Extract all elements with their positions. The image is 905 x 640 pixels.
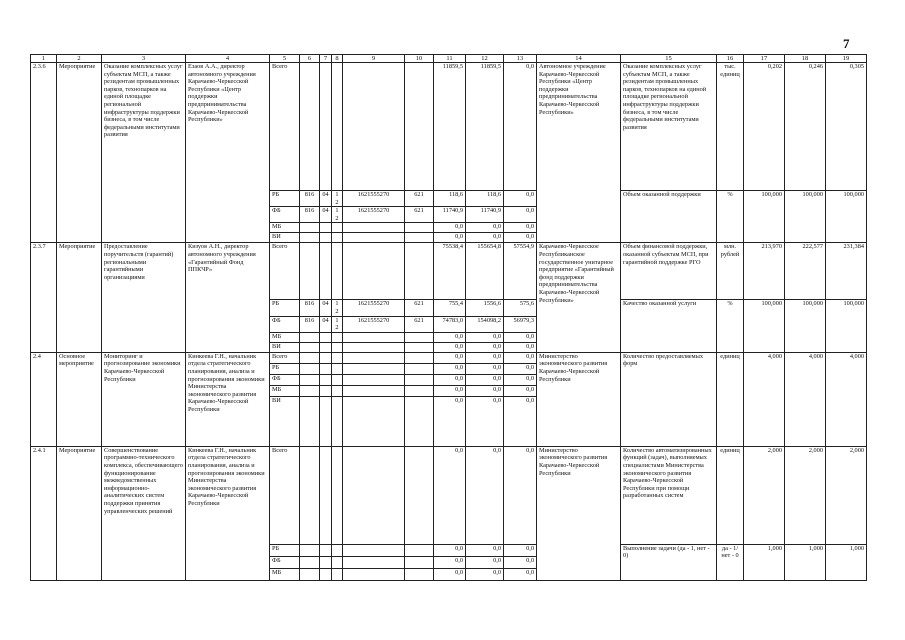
vr-code: [405, 385, 434, 396]
amount-year-2: 0,0: [466, 446, 504, 544]
amount-year-1: 118,6: [434, 191, 466, 207]
grbs-code: [300, 63, 320, 191]
indicator-name: Оказание комплексных услуг субъектам МСП, а также резидентам промышленных парков, технопарков на единой площадке региональной инфраструктуры поддержки бизнеса, в том числе федеральными институтами развития: [621, 63, 717, 191]
item-name: Предоставление поручительств (гарантий) региональными гарантийными организациями: [102, 243, 186, 352]
amount-year-2: 0,0: [466, 363, 504, 374]
header-col-18: 18: [785, 55, 826, 63]
funding-source: МБ: [270, 568, 300, 580]
header-col-8: 8: [332, 55, 343, 63]
item-type: Мероприятие: [57, 446, 102, 580]
amount-year-3: 0,0: [504, 568, 537, 580]
amount-year-3: 57554,9: [504, 243, 537, 300]
indicator-name: Качество оказанной услуги: [621, 300, 717, 352]
grbs-code: [300, 446, 320, 544]
item-executor: Кинкеева Г.Н., начальник отдела стратегического планирования, анализа и прогнозирования экономики Министерства экономического развития Карачаево-Черкесской Республики: [186, 352, 270, 446]
amount-year-2: 0,0: [466, 352, 504, 363]
rz-code: [320, 243, 332, 300]
amount-year-2: 0,0: [466, 544, 504, 556]
vr-code: [405, 446, 434, 544]
indicator-value-1: 0,202: [744, 63, 785, 191]
vr-code: [405, 568, 434, 580]
amount-year-2: 0,0: [466, 556, 504, 568]
csr-code: [343, 243, 405, 300]
rz-code: 04: [320, 316, 332, 332]
grbs-code: [300, 556, 320, 568]
amount-year-3: 0,0: [504, 342, 537, 352]
funding-source: Всего: [270, 243, 300, 300]
header-col-9: 9: [343, 55, 405, 63]
rz-code: [320, 332, 332, 342]
funding-source: МБ: [270, 332, 300, 342]
indicator-value-3: 231,384: [826, 243, 867, 300]
rz-code: [320, 556, 332, 568]
grbs-code: 816: [300, 191, 320, 207]
recipient: Министерство экономического развития Карачаево-Черкесской Республики: [537, 352, 621, 446]
funding-source: Всего: [270, 352, 300, 363]
vr-code: [405, 352, 434, 363]
vr-code: 621: [405, 316, 434, 332]
table-row: [31, 243, 867, 300]
amount-year-3: 0,0: [504, 332, 537, 342]
header-col-10: 10: [405, 55, 434, 63]
indicator-value-2: 100,000: [785, 300, 826, 352]
amount-year-2: 154098,2: [466, 316, 504, 332]
header-col-3: 3: [102, 55, 186, 63]
amount-year-1: 0,0: [434, 352, 466, 363]
header-col-1: 1: [31, 55, 57, 63]
indicator-unit: %: [717, 300, 744, 352]
csr-code: [343, 233, 405, 243]
indicator-name: Объем финансовой поддержки, оказанной субъектам МСП, при гарантийной поддержке РГО: [621, 243, 717, 300]
recipient: Министерство экономического развития Карачаево-Черкесской Республики: [537, 446, 621, 580]
item-number: 2.3.7: [31, 243, 57, 352]
vr-code: 621: [405, 191, 434, 207]
vr-code: 621: [405, 207, 434, 223]
item-executor: Кизуов А.Н., директор автономного учреждения «Гарантийный Фонд ППКЧР»: [186, 243, 270, 352]
amount-year-3: 0,0: [504, 446, 537, 544]
funding-source: Всего: [270, 63, 300, 191]
indicator-name: Количество автоматизированных функций (задач), выполняемых специалистами Министерства экономического развития Карачаево-Черкесской Республики при помощи разработанных систем: [621, 446, 717, 544]
indicator-name: Объем оказанной поддержки: [621, 191, 717, 243]
vr-code: [405, 396, 434, 446]
vr-code: [405, 332, 434, 342]
amount-year-2: 0,0: [466, 568, 504, 580]
rz-code: [320, 446, 332, 544]
rz-code: [320, 374, 332, 385]
rz-code: [320, 568, 332, 580]
header-col-5: 5: [270, 55, 300, 63]
rz-code: 04: [320, 300, 332, 316]
funding-source: Всего: [270, 446, 300, 544]
vr-code: [405, 223, 434, 233]
item-name: Мониторинг и прогнозирование экономики Карачаево-Черкесской Республики: [102, 352, 186, 446]
funding-source: РБ: [270, 300, 300, 316]
amount-year-1: 0,0: [434, 374, 466, 385]
rz-code: [320, 233, 332, 243]
amount-year-3: 0,0: [504, 63, 537, 191]
indicator-value-2: 1,000: [785, 544, 826, 580]
grbs-code: 816: [300, 300, 320, 316]
grbs-code: [300, 342, 320, 352]
funding-source: ФБ: [270, 374, 300, 385]
indicator-value-2: 4,000: [785, 352, 826, 446]
indicator-unit: тыс. единиц: [717, 63, 744, 191]
pr-code: [332, 556, 343, 568]
pr-code: [332, 385, 343, 396]
item-executor: Кинкеева Г.Н., начальник отдела стратегического планирования, анализа и прогнозирования экономики Министерства экономического развития Карачаево-Черкесской Республики: [186, 446, 270, 580]
amount-year-3: 0,0: [504, 233, 537, 243]
grbs-code: [300, 352, 320, 363]
amount-year-1: 11740,9: [434, 207, 466, 223]
header-col-2: 2: [57, 55, 102, 63]
funding-source: ФБ: [270, 316, 300, 332]
vr-code: [405, 243, 434, 300]
rz-code: [320, 342, 332, 352]
funding-source: РБ: [270, 544, 300, 556]
csr-code: 1621555270: [343, 300, 405, 316]
vr-code: [405, 544, 434, 556]
table-row: [31, 63, 867, 191]
indicator-value-3: 4,000: [826, 352, 867, 446]
amount-year-2: 11740,9: [466, 207, 504, 223]
amount-year-1: 0,0: [434, 446, 466, 544]
recipient: Карачаево-Черкесское Республиканское государственное унитарное предприятие «Гарантийный фонд поддержки предпринимательства Карачаево-Черкесской Республики»: [537, 243, 621, 352]
indicator-value-1: 1,000: [744, 544, 785, 580]
header-col-12: 12: [466, 55, 504, 63]
rz-code: [320, 63, 332, 191]
csr-code: 1621555270: [343, 316, 405, 332]
rz-code: [320, 385, 332, 396]
csr-code: [343, 446, 405, 544]
funding-source: МБ: [270, 385, 300, 396]
amount-year-1: 0,0: [434, 342, 466, 352]
indicator-value-2: 0,246: [785, 63, 826, 191]
pr-code: [332, 332, 343, 342]
amount-year-3: 0,0: [504, 363, 537, 374]
vr-code: [405, 233, 434, 243]
amount-year-3: 0,0: [504, 374, 537, 385]
csr-code: [343, 332, 405, 342]
pr-code: [332, 396, 343, 446]
funding-source: ВИ: [270, 342, 300, 352]
pr-code: [332, 446, 343, 544]
indicator-value-1: 100,000: [744, 300, 785, 352]
funding-source: ВИ: [270, 396, 300, 446]
item-type: Основное мероприятие: [57, 352, 102, 446]
program-table: [30, 54, 867, 581]
indicator-unit: да - 1/ нет - 0: [717, 544, 744, 580]
amount-year-2: 155654,8: [466, 243, 504, 300]
item-number: 2.4: [31, 352, 57, 446]
csr-code: 1621555270: [343, 191, 405, 207]
amount-year-3: 575,6: [504, 300, 537, 316]
amount-year-3: 0,0: [504, 207, 537, 223]
amount-year-2: 0,0: [466, 374, 504, 385]
header-col-7: 7: [320, 55, 332, 63]
pr-code: [332, 544, 343, 556]
amount-year-1: 75538,4: [434, 243, 466, 300]
grbs-code: [300, 332, 320, 342]
grbs-code: [300, 363, 320, 374]
funding-source: РБ: [270, 363, 300, 374]
pr-code: [332, 568, 343, 580]
funding-source: ВИ: [270, 233, 300, 243]
indicator-value-2: 2,000: [785, 446, 826, 544]
item-name: Совершенствование программно-технического комплекса, обеспечивающего функционирование межведомственных информационно-аналитических систем поддержки принятия управленческих решений: [102, 446, 186, 580]
grbs-code: [300, 374, 320, 385]
item-number: 2.4.1: [31, 446, 57, 580]
amount-year-1: 0,0: [434, 385, 466, 396]
recipient: Автономное учреждение Карачаево-Черкесской Республики «Центр поддержки предпринимательства Карачаево-Черкесской Республики»: [537, 63, 621, 243]
indicator-value-3: 1,000: [826, 544, 867, 580]
amount-year-1: 0,0: [434, 332, 466, 342]
amount-year-3: 0,0: [504, 544, 537, 556]
amount-year-1: 0,0: [434, 556, 466, 568]
indicator-value-2: 100,000: [785, 191, 826, 243]
pr-code: 12: [332, 207, 343, 223]
indicator-unit: млн. рублей: [717, 243, 744, 300]
indicator-value-1: 4,000: [744, 352, 785, 446]
amount-year-2: 0,0: [466, 223, 504, 233]
pr-code: [332, 243, 343, 300]
grbs-code: 816: [300, 316, 320, 332]
amount-year-3: 0,0: [504, 556, 537, 568]
header-col-19: 19: [826, 55, 867, 63]
vr-code: [405, 556, 434, 568]
csr-code: [343, 63, 405, 191]
item-type: Мероприятие: [57, 243, 102, 352]
pr-code: [332, 363, 343, 374]
amount-year-2: 0,0: [466, 385, 504, 396]
pr-code: 12: [332, 191, 343, 207]
csr-code: [343, 374, 405, 385]
header-col-6: 6: [300, 55, 320, 63]
csr-code: [343, 352, 405, 363]
amount-year-1: 0,0: [434, 223, 466, 233]
amount-year-1: 755,4: [434, 300, 466, 316]
csr-code: [343, 363, 405, 374]
grbs-code: [300, 568, 320, 580]
indicator-unit: %: [717, 191, 744, 243]
indicator-unit: единиц: [717, 446, 744, 544]
indicator-value-2: 222,577: [785, 243, 826, 300]
page-number: 7: [843, 36, 850, 51]
pr-code: [332, 63, 343, 191]
amount-year-1: 11859,5: [434, 63, 466, 191]
header-col-13: 13: [504, 55, 537, 63]
header-col-17: 17: [744, 55, 785, 63]
item-number: 2.3.6: [31, 63, 57, 243]
amount-year-1: 0,0: [434, 396, 466, 446]
pr-code: [332, 374, 343, 385]
rz-code: [320, 352, 332, 363]
amount-year-2: 1556,6: [466, 300, 504, 316]
csr-code: [343, 556, 405, 568]
csr-code: [343, 342, 405, 352]
item-type: Мероприятие: [57, 63, 102, 243]
amount-year-3: 0,0: [504, 396, 537, 446]
indicator-name: Количество предоставляемых форм: [621, 352, 717, 446]
amount-year-3: 0,0: [504, 385, 537, 396]
amount-year-2: 0,0: [466, 332, 504, 342]
amount-year-2: 0,0: [466, 342, 504, 352]
header-col-11: 11: [434, 55, 466, 63]
pr-code: 12: [332, 316, 343, 332]
grbs-code: [300, 385, 320, 396]
pr-code: [332, 223, 343, 233]
funding-source: ФБ: [270, 556, 300, 568]
indicator-value-1: 213,970: [744, 243, 785, 300]
table-row: [31, 352, 867, 363]
indicator-value-3: 2,000: [826, 446, 867, 544]
csr-code: [343, 385, 405, 396]
rz-code: [320, 396, 332, 446]
rz-code: [320, 544, 332, 556]
amount-year-1: 0,0: [434, 233, 466, 243]
pr-code: [332, 352, 343, 363]
amount-year-2: 11859,5: [466, 63, 504, 191]
amount-year-1: 0,0: [434, 568, 466, 580]
amount-year-1: 74783,0: [434, 316, 466, 332]
table-row: [31, 446, 867, 544]
amount-year-1: 0,0: [434, 544, 466, 556]
rz-code: [320, 363, 332, 374]
grbs-code: 816: [300, 207, 320, 223]
grbs-code: [300, 223, 320, 233]
rz-code: 04: [320, 191, 332, 207]
item-executor: Езаов А.А., директор автономного учреждения Карачаево-Черкесской Республики «Центр поддержки предпринимательства Карачаево-Черкесской Республики»: [186, 63, 270, 243]
grbs-code: [300, 243, 320, 300]
grbs-code: [300, 544, 320, 556]
amount-year-2: 0,0: [466, 396, 504, 446]
header-col-16: 16: [717, 55, 744, 63]
indicator-unit: единиц: [717, 352, 744, 446]
csr-code: [343, 396, 405, 446]
amount-year-2: 118,6: [466, 191, 504, 207]
indicator-value-3: 0,305: [826, 63, 867, 191]
pr-code: 12: [332, 300, 343, 316]
header-col-4: 4: [186, 55, 270, 63]
grbs-code: [300, 233, 320, 243]
funding-source: МБ: [270, 223, 300, 233]
header-col-14: 14: [537, 55, 621, 63]
rz-code: 04: [320, 207, 332, 223]
rz-code: [320, 223, 332, 233]
vr-code: 621: [405, 300, 434, 316]
vr-code: [405, 63, 434, 191]
indicator-value-1: 100,000: [744, 191, 785, 243]
funding-source: ФБ: [270, 207, 300, 223]
pr-code: [332, 342, 343, 352]
header-col-15: 15: [621, 55, 717, 63]
amount-year-3: 0,0: [504, 223, 537, 233]
vr-code: [405, 363, 434, 374]
amount-year-3: 56979,3: [504, 316, 537, 332]
pr-code: [332, 233, 343, 243]
indicator-value-3: 100,000: [826, 191, 867, 243]
amount-year-1: 0,0: [434, 363, 466, 374]
grbs-code: [300, 396, 320, 446]
item-name: Оказание комплексных услуг субъектам МСП, а также резидентам промышленных парков, технопарков на единой площадке региональной инфраструктуры поддержки бизнеса, в том числе федеральными институтами развития: [102, 63, 186, 243]
indicator-value-1: 2,000: [744, 446, 785, 544]
vr-code: [405, 342, 434, 352]
amount-year-3: 0,0: [504, 191, 537, 207]
csr-code: 1621555270: [343, 207, 405, 223]
amount-year-2: 0,0: [466, 233, 504, 243]
indicator-name: Выполнение задачи (да - 1, нет - 0): [621, 544, 717, 580]
indicator-value-3: 100,000: [826, 300, 867, 352]
amount-year-3: 0,0: [504, 352, 537, 363]
csr-code: [343, 568, 405, 580]
funding-source: РБ: [270, 191, 300, 207]
vr-code: [405, 374, 434, 385]
csr-code: [343, 544, 405, 556]
csr-code: [343, 223, 405, 233]
